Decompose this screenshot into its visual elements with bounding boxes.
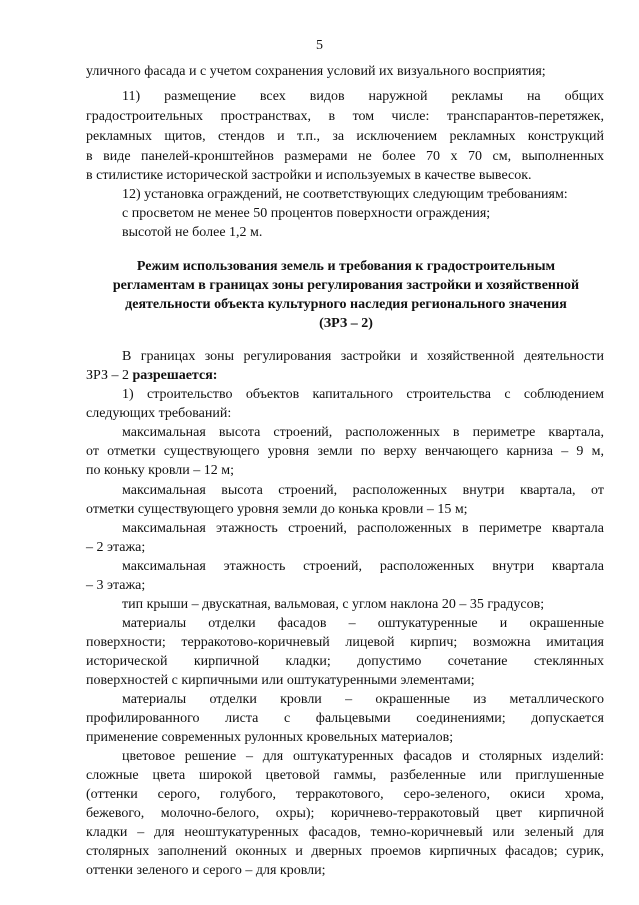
text-line: максимальная этажность строений, расположенных внутри квартала <box>122 559 604 574</box>
text-line: исторической кирпичной кладки; допустимо сочетание стеклянных <box>86 654 604 669</box>
text-line: 1) строительство объектов капитального строительства с соблюдением <box>122 387 604 402</box>
text-line: максимальная высота строений, расположенных в периметре квартала, <box>122 425 604 440</box>
text-line: профилированного листа с фальцевыми соединениями; допускается <box>86 711 604 726</box>
text-line: от отметки существующего уровня земли по верху венчающего карниза – 9 м, <box>86 444 604 459</box>
text-line: отметки существующего уровня земли до конька кровли – 15 м; <box>86 502 468 517</box>
text-line: материалы отделки фасадов – оштукатуренные и окрашенные <box>122 616 604 631</box>
text-line: кладки – для неоштукатуренных фасадов, темно-коричневый или зеленый для <box>86 825 604 840</box>
text-line: 11) размещение всех видов наружной рекламы на общих <box>122 89 604 104</box>
text-line: столярных заполнений оконных и дверных проемов кирпичных фасадов; сурик, <box>86 844 604 859</box>
text-line: высотой не более 1,2 м. <box>122 225 263 240</box>
text-line: – 3 этажа; <box>86 578 146 593</box>
text-line <box>86 366 604 386</box>
text-line: цветовое решение – для оштукатуренных фасадов и столярных изделий: <box>122 749 604 764</box>
zone-code: ЗРЗ – 2 <box>86 368 133 383</box>
text-line: с просветом не менее 50 процентов поверхности ограждения; <box>122 206 491 221</box>
section-heading-line: Режим использования земель и требования к градостроительным <box>136 259 556 274</box>
text-line: применение современных рулонных кровельных материалов; <box>86 730 454 745</box>
text-line: по коньку кровли – 12 м; <box>86 463 235 478</box>
text-line: рекламных щитов, стендов и т.п., за исключением рекламных конструкций <box>86 129 604 144</box>
text-line: В границах зоны регулирования застройки и хозяйственной деятельности <box>122 349 604 364</box>
text-line: (оттенки серого, голубого, терракотового, серо-зеленого, окиси хрома, <box>86 787 604 802</box>
text-line: следующих требований: <box>86 406 232 421</box>
text-line: бежевого, молочно-белого, охры); коричнево-терракотовый цвет кирпичной <box>86 806 604 821</box>
section-heading-line: регламентам в границах зоны регулирования застройки и хозяйственной <box>112 278 580 293</box>
text-line: сложные цвета широкой цветовой гаммы, разбеленные или приглушенные <box>86 768 604 783</box>
text-line: поверхности; терракотово-коричневый лицевой кирпич; возможна имитация <box>86 635 604 650</box>
text-line: материалы отделки кровли – окрашенные из металлического <box>122 692 604 707</box>
text-line: в стилистике исторической застройки и используемых в качестве вывесок. <box>86 168 532 183</box>
text-line: градостроительных пространствах, в том числе: транспарантов-перетяжек, <box>86 109 604 124</box>
page-number: 5 <box>316 38 323 53</box>
allowed-label: разрешается: <box>132 368 218 383</box>
text-line: максимальная этажность строений, расположенных в периметре квартала <box>122 521 604 536</box>
text-line: – 2 этажа; <box>86 540 146 555</box>
text-line: уличного фасада и с учетом сохранения условий их визуального восприятия; <box>86 64 546 79</box>
text-line: оттенки зеленого и серого – для кровли; <box>86 863 326 878</box>
text-line: в виде панелей-кронштейнов размерами не более 70 х 70 см, выполненных <box>86 149 604 164</box>
text-line: поверхностей с кирпичными или оштукатуренными элементами; <box>86 673 475 688</box>
text-line: максимальная высота строений, расположенных внутри квартала, от <box>122 483 604 498</box>
section-heading-line: деятельности объекта культурного наследия регионального значения <box>125 297 567 312</box>
text-line: 12) установка ограждений, не соответствующих следующим требованиям: <box>122 187 568 202</box>
section-heading-line: (ЗРЗ – 2) <box>319 316 373 331</box>
text-line: тип крыши – двускатная, вальмовая, с углом наклона 20 – 35 градусов; <box>122 597 545 612</box>
